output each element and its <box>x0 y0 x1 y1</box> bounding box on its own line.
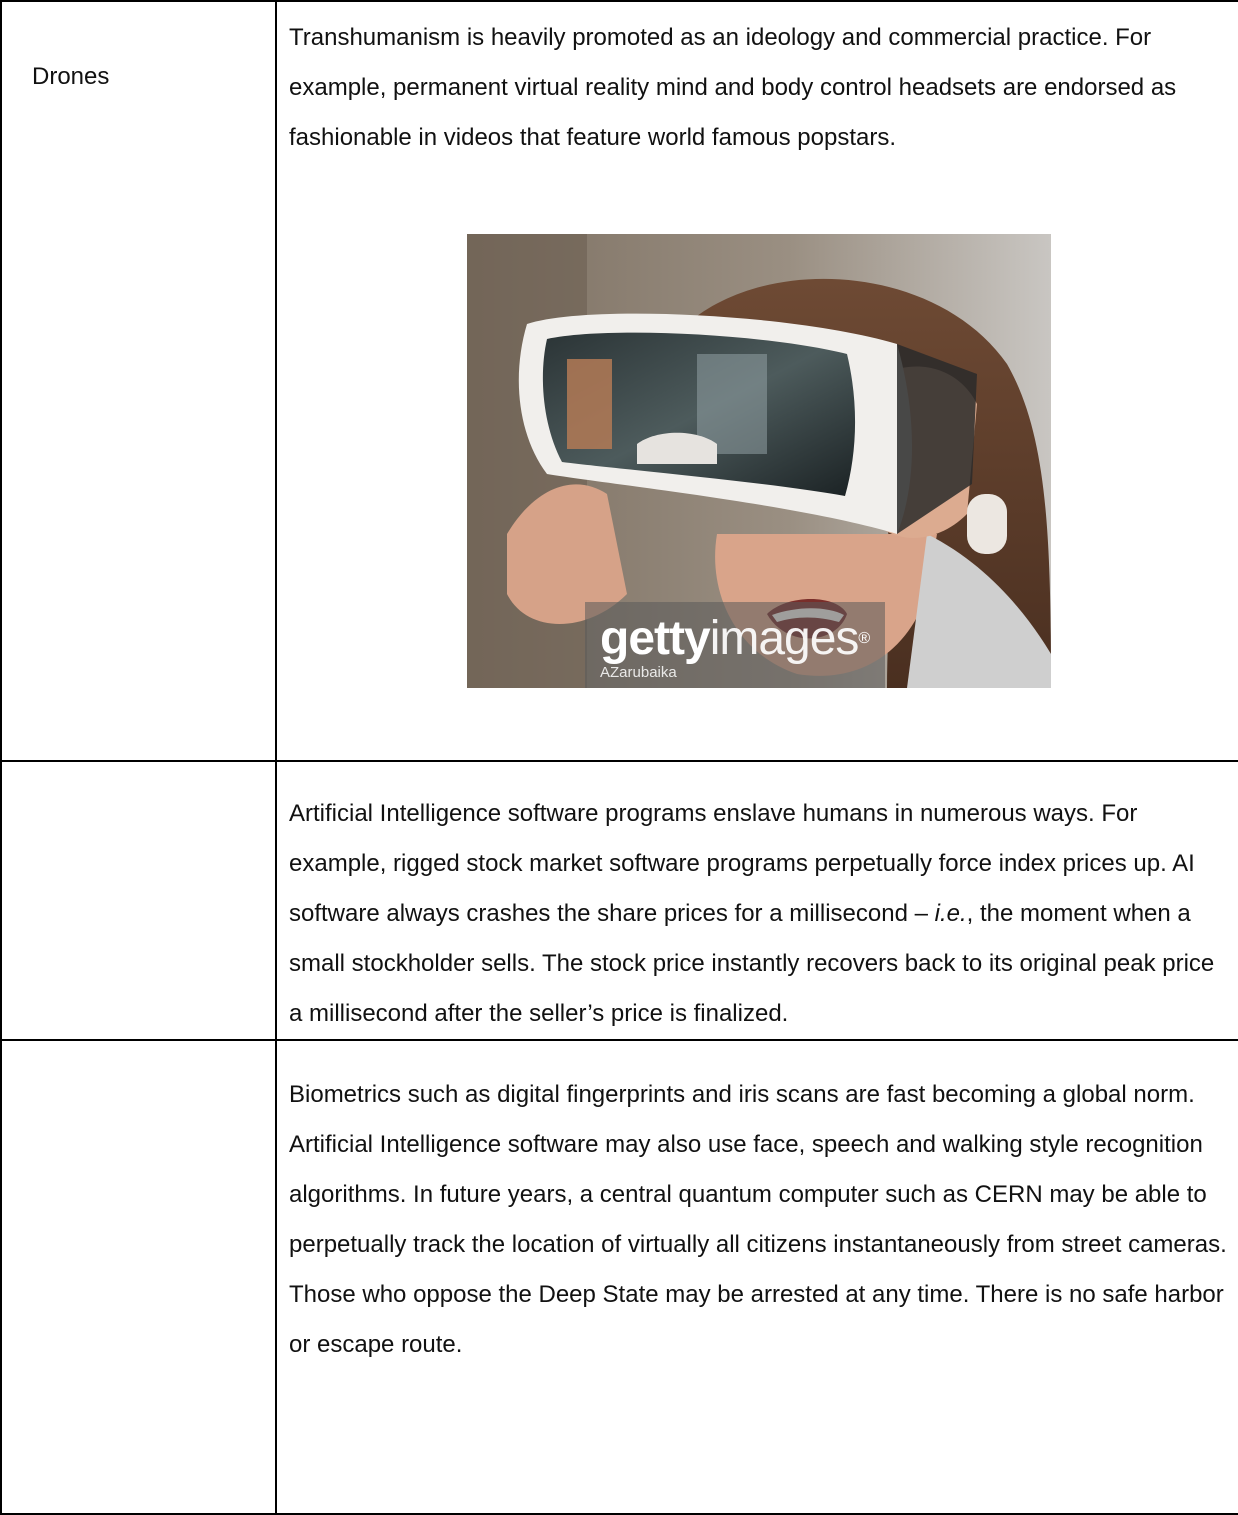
table-row <box>1 761 1238 1040</box>
watermark-light-text: images <box>709 612 859 665</box>
watermark-bold-text: getty <box>600 612 710 665</box>
ai-text-part-1: Artificial Intelligence software programs enslave humans in numerous ways. For example, rigged stock market software programs perpetually force index prices up. AI software always crashes the share prices for a millisecond – <box>289 800 1195 927</box>
vr-headset-photo <box>467 234 1051 688</box>
content-cell <box>276 1040 1238 1514</box>
paragraph-transhumanism: Transhumanism is heavily promoted as an ideology and commercial practice. For example, permanent virtual reality mind and body control headsets are endorsed as fashionable in videos that feature world famous popstars. <box>289 24 1177 151</box>
label-cell <box>1 761 276 1040</box>
label-cell <box>1 1 276 761</box>
row-label: Drones <box>32 63 110 90</box>
photo-credit: AZarubaika <box>600 664 677 681</box>
watermark-registered-mark: ® <box>858 630 870 647</box>
paragraph-ai-stock <box>277 762 1238 1039</box>
ai-text-italic: i.e. <box>934 900 967 927</box>
getty-watermark <box>585 602 885 688</box>
paragraph-biometrics: Biometrics such as digital fingerprints and iris scans are fast becoming a global norm. Artificial Intelligence software may also use face, speech and walking style recognition algorithms. In future years, a central quantum computer such as CERN may be able to perpetually track the location of virtually all citizens instantaneously from street cameras. Those who oppose the Deep State may be arrested at any time. There is no safe harbor or escape route. <box>289 1081 1227 1358</box>
row-label <box>2 762 275 817</box>
row-label <box>2 1041 275 1096</box>
content-cell <box>276 1 1238 761</box>
table-row <box>1 1 1238 761</box>
label-cell <box>1 1040 276 1514</box>
content-cell <box>276 761 1238 1040</box>
watermark-logo <box>600 614 869 664</box>
ai-text-part-2: , the moment when a small stockholder sells. The stock price instantly recovers back to its original peak price a millisecond after the seller’s price is finalized. <box>289 900 1215 1027</box>
table-row <box>1 1040 1238 1514</box>
